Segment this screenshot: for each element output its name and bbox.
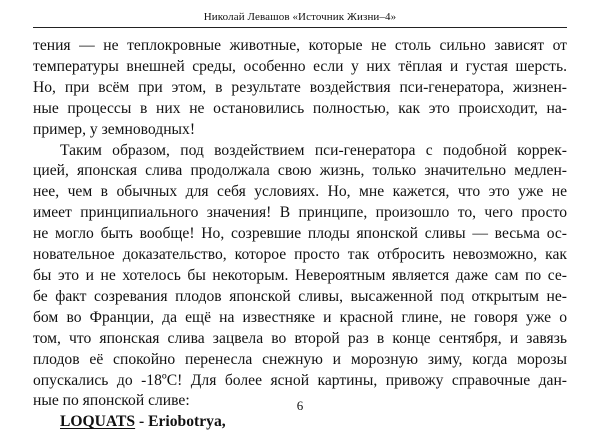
term-separator: - bbox=[135, 413, 149, 431]
text-line: имеет принципиального значения! В принципе, произошло то, чего просто bbox=[33, 204, 567, 222]
term-latin-name: Eriobotrya bbox=[148, 413, 222, 431]
text-line: новательное доказательство, которое просто так отбросить невозможно, как bbox=[33, 246, 567, 264]
text-line: не могло быть вообще! Но, созревшие плоды японской сливы — весьма ос- bbox=[33, 225, 567, 243]
text-line: том, что японская слива зацвела во второй раз в конце сентября, и завязь bbox=[33, 329, 567, 347]
text-line: опускались до -18ºC! Для более ясной картины, привожу справочные дан- bbox=[33, 371, 567, 389]
header-divider bbox=[33, 27, 567, 28]
page-number: 6 bbox=[296, 398, 304, 413]
text-line: бы это и не хотелось бы некоторым. Невероятным является даже сам по се- bbox=[33, 266, 567, 284]
text-line: ные по японской сливе: bbox=[33, 392, 190, 410]
body-text bbox=[33, 36, 567, 433]
text-line: тения — не теплокровные животные, которые не столь сильно зависят от bbox=[33, 37, 567, 54]
text-line: ные процессы в них не остановились полностью, как это происходит, на- bbox=[33, 99, 567, 117]
term-name: LOQUATS bbox=[60, 413, 136, 431]
text-line: плодов её спокойно перенесла снежную и морозную зиму, когда морозы bbox=[33, 350, 567, 368]
text-line: нее, чем в обычных для себя условиях. Но, мне кажется, что это уже не bbox=[33, 183, 567, 201]
text-line: бом во Франции, да ещё на известняке и красной глине, не говоря уже о bbox=[33, 308, 567, 326]
text-line: цией, японская слива продолжала свою жизнь, только значительно медлен- bbox=[33, 162, 567, 180]
text-line: бе факт созревания плодов японской сливы, высаженной под открытым не- bbox=[33, 287, 567, 305]
term-heading bbox=[33, 412, 567, 433]
term-trailing-comma: , bbox=[221, 413, 226, 431]
text-line: Таким образом, под воздействием пси-генератора с подобной коррек- bbox=[60, 141, 567, 159]
paragraph-continued bbox=[33, 36, 567, 141]
text-line: Но, при всём при этом, в результате воздействия пси-генератора, жизнен- bbox=[33, 78, 567, 96]
text-line: температуры внешней среды, особенно если у них тёплая и густая шерсть. bbox=[33, 57, 567, 75]
paragraph-main bbox=[33, 141, 567, 413]
book-page bbox=[33, 0, 567, 431]
running-header: Николай Левашов «Источник Жизни–4» bbox=[203, 11, 397, 23]
text-line: пример, у земноводных! bbox=[33, 120, 196, 138]
